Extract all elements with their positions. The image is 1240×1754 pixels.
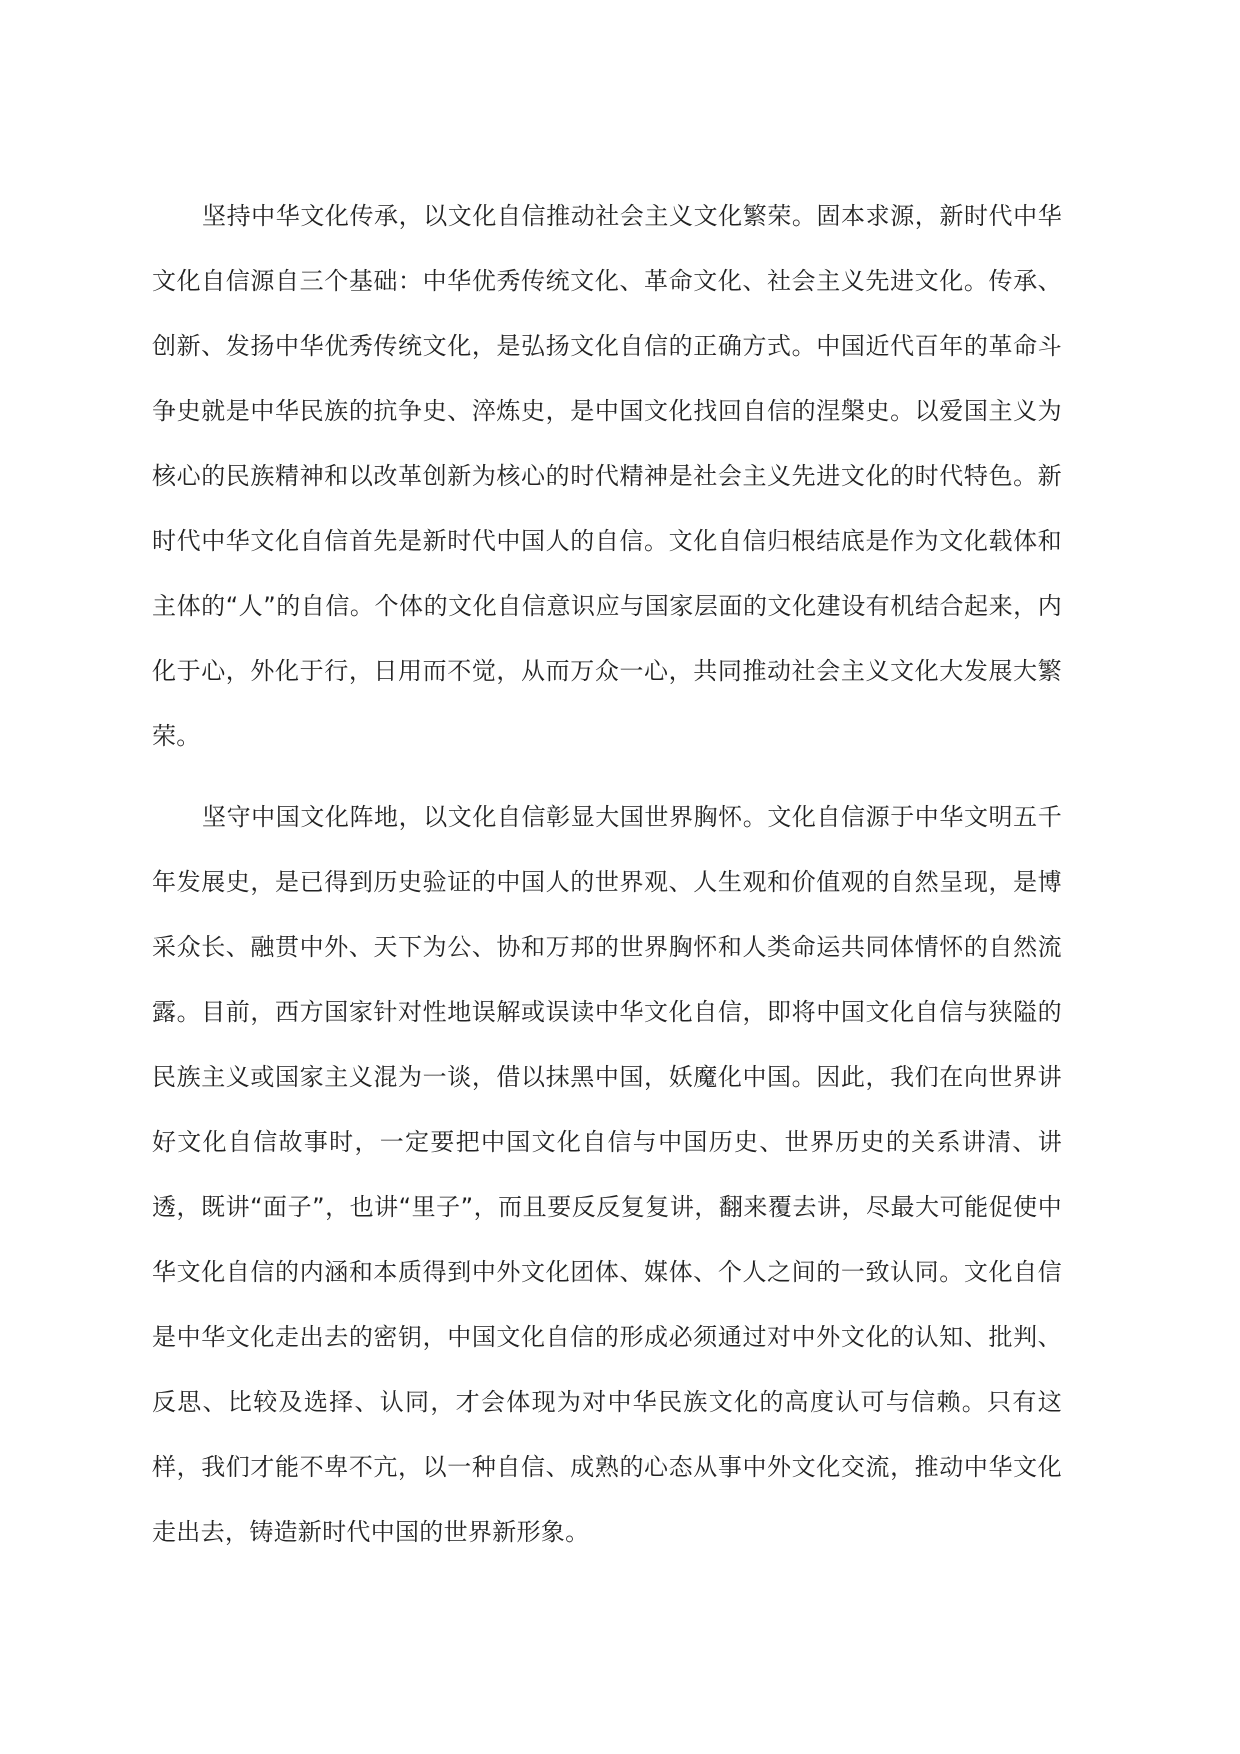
document-body	[152, 184, 1062, 1581]
paragraph-cultural-heritage: 坚持中华文化传承，以文化自信推动社会主义文化繁荣。固本求源，新时代中华文化自信源自三个基础：中华优秀传统文化、革命文化、社会主义先进文化。传承、创新、发扬中华优秀传统文化，是弘扬文化自信的正确方式。中国近代百年的革命斗争史就是中华民族的抗争史、淬炼史，是中国文化找回自信的涅槃史。以爱国主义为核心的民族精神和以改革创新为核心的时代精神是社会主义先进文化的时代特色。新时代中华文化自信首先是新时代中国人的自信。文化自信归根结底是作为文化载体和主体的“人”的自信。个体的文化自信意识应与国家层面的文化建设有机结合起来，内化于心，外化于行，日用而不觉，从而万众一心，共同推动社会主义文化大发展大繁荣。	[152, 202, 1062, 750]
paragraph-cultural-position: 坚守中国文化阵地，以文化自信彰显大国世界胸怀。文化自信源于中华文明五千年发展史，是已得到历史验证的中国人的世界观、人生观和价值观的自然呈现，是博采众长、融贯中外、天下为公、协和万邦的世界胸怀和人类命运共同体情怀的自然流露。目前，西方国家针对性地误解或误读中华文化自信，即将中国文化自信与狭隘的民族主义或国家主义混为一谈，借以抹黑中国，妖魔化中国。因此，我们在向世界讲好文化自信故事时，一定要把中国文化自信与中国历史、世界历史的关系讲清、讲透，既讲“面子”，也讲“里子”，而且要反反复复讲，翻来覆去讲，尽最大可能促使中华文化自信的内涵和本质得到中外文化团体、媒体、个人之间的一致认同。文化自信是中华文化走出去的密钥，中国文化自信的形成必须通过对中外文化的认知、批判、反思、比较及选择、认同，才会体现为对中华民族文化的高度认可与信赖。只有这样，我们才能不卑不亢，以一种自信、成熟的心态从事中外文化交流，推动中华文化走出去，铸造新时代中国的世界新形象。	[152, 803, 1062, 1546]
